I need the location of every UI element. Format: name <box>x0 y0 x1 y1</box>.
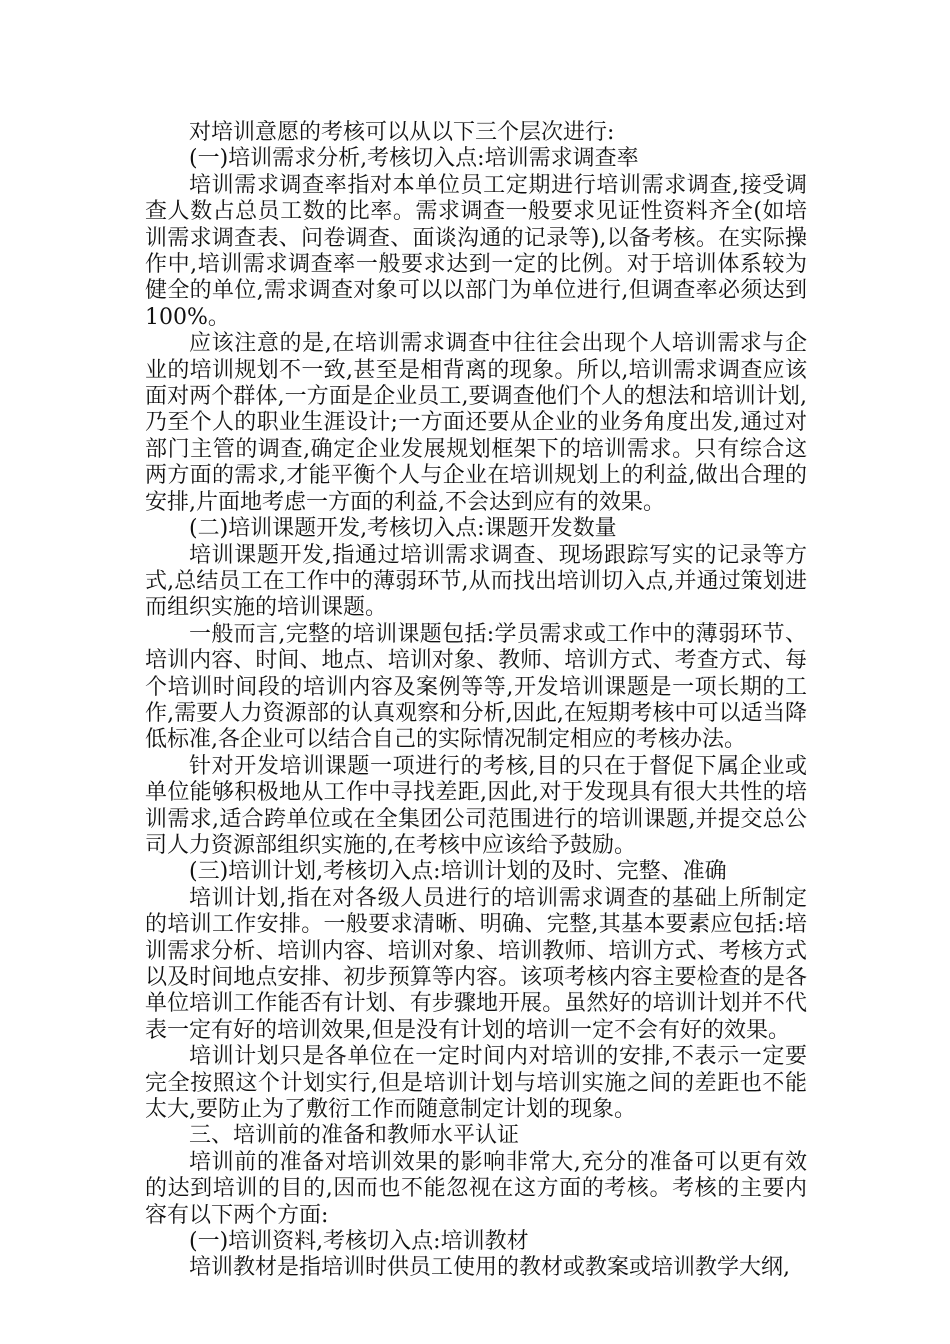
heading-course-development: (二)培训课题开发,考核切入点:课题开发数量 <box>189 516 617 542</box>
paragraph-plan-definition: 培训计划,指在对各级人员进行的培训需求调查的基础上所制定的培训工作安排。一般要求清晰、明确、完整,其基本要素应包括:培训需求分析、培训内容、培训对象、培训教师、培训方式、考核方式以及时间地点安排、初步预算等内容。该项考核内容主要检查的是各单位培训工作能否有计划、有步骤地开展。虽然好的培训计划并不代表一定有好的培训效果,但是没有计划的培训一定不会有好的效果。 <box>145 885 807 1043</box>
paragraph-plan-notes: 培训计划只是各单位在一定时间内对培训的安排,不表示一定要完全按照这个计划实行,但是培训计划与培训实施之间的差距也不能太大,要防止为了敷衍工作而随意制定计划的现象。 <box>145 1044 807 1123</box>
heading-training-materials: (一)培训资料,考核切入点:培训教材 <box>189 1229 529 1255</box>
paragraph-course-definition: 培训课题开发,指通过培训需求调查、现场跟踪写实的记录等方式,总结员工在工作中的薄弱环节,从而找出培训切入点,并通过策划进而组织实施的培训课题。 <box>145 542 807 621</box>
paragraph-course-contents: 一般而言,完整的培训课题包括:学员需求或工作中的薄弱环节、培训内容、时间、地点、培训对象、教师、培训方式、考查方式、每个培训时间段的培训内容及案例等等,开发培训课题是一项长期的工作,需要人力资源部的认真观察和分析,因此,在短期考核中可以适当降低标准,各企业可以结合自己的实际情况制定相应的考核办法。 <box>145 621 807 753</box>
paragraph-materials-definition: 培训教材是指培训时供员工使用的教材或教案或培训教学大纲, <box>189 1255 790 1281</box>
heading-training-plan: (三)培训计划,考核切入点:培训计划的及时、完整、准确 <box>189 859 727 885</box>
paragraph-survey-rate: 培训需求调查率指对本单位员工定期进行培训需求调查,接受调查人数占总员工数的比率。需求调查一般要求见证性资料齐全(如培训需求调查表、问卷调查、面谈沟通的记录等),以备考核。在实际操作中,培训需求调查率一般要求达到一定的比例。对于培训体系较为健全的单位,需求调查对象可以以部门为单位进行,但调查率必须达到100%。 <box>145 172 807 330</box>
heading-training-needs-analysis: (一)培训需求分析,考核切入点:培训需求调查率 <box>189 146 639 172</box>
document-page <box>145 120 807 1282</box>
heading-section-three: 三、培训前的准备和教师水平认证 <box>189 1123 520 1149</box>
paragraph-preparation: 培训前的准备对培训效果的影响非常大,充分的准备可以更有效的达到培训的目的,因而也不能忽视在这方面的考核。考核的主要内容有以下两个方面: <box>145 1149 807 1228</box>
paragraph-course-assessment: 针对开发培训课题一项进行的考核,目的只在于督促下属企业或单位能够积极地从工作中寻找差距,因此,对于发现具有很大共性的培训需求,适合跨单位或在全集团公司范围进行的培训课题,并提交总公司人力资源部组织实施的,在考核中应该给予鼓励。 <box>145 753 807 858</box>
paragraph-intro: 对培训意愿的考核可以从以下三个层次进行: <box>189 120 615 145</box>
paragraph-survey-notes: 应该注意的是,在培训需求调查中往往会出现个人培训需求与企业的培训规划不一致,甚至是相背离的现象。所以,培训需求调查应该面对两个群体,一方面是企业员工,要调查他们个人的想法和培训计划,乃至个人的职业生涯设计;一方面还要从企业的业务角度出发,通过对部门主管的调查,确定企业发展规划框架下的培训需求。只有综合这两方面的需求,才能平衡个人与企业在培训规划上的利益,做出合理的安排,片面地考虑一方面的利益,不会达到应有的效果。 <box>145 331 807 515</box>
